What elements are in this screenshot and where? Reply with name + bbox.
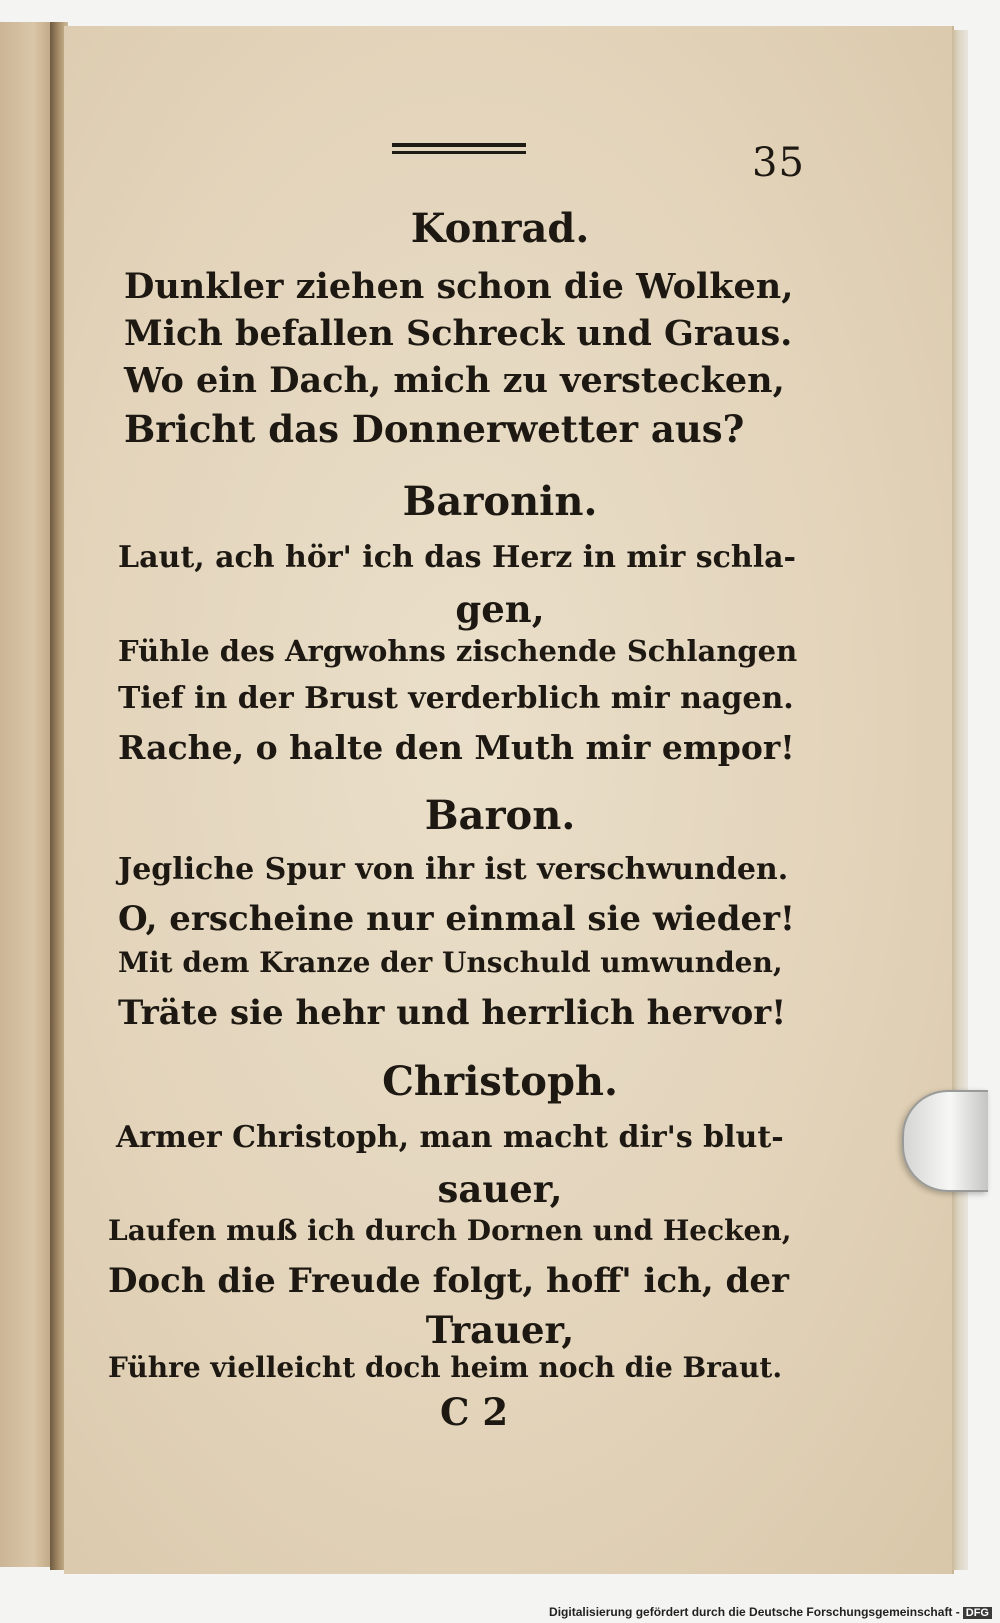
verse-line: Mit dem Kranze der Unschuld umwunden, bbox=[118, 946, 783, 979]
credit-text: Digitalisierung gefördert durch die Deutsche Forschungsgemeinschaft - bbox=[549, 1605, 960, 1619]
verse-line: Jegliche Spur von ihr ist verschwunden. bbox=[118, 852, 789, 887]
verse-line: Fühle des Argwohns zischende Schlangen bbox=[118, 634, 798, 668]
verse-line: O, erscheine nur einmal sie wieder! bbox=[118, 899, 795, 939]
verse-line: Träte sie hehr und herrlich hervor! bbox=[118, 993, 787, 1033]
verse-line: gen, bbox=[455, 587, 545, 631]
speaker-name: Konrad. bbox=[410, 205, 590, 252]
verse-line: Trauer, bbox=[425, 1308, 575, 1352]
verse-line: sauer, bbox=[437, 1167, 563, 1211]
header-rule bbox=[392, 143, 526, 153]
speaker-name: Baronin. bbox=[402, 478, 598, 525]
dfg-badge: DFG bbox=[963, 1607, 992, 1619]
verse-line: Doch die Freude folgt, hoff' ich, der bbox=[108, 1261, 789, 1301]
digitization-credit bbox=[549, 1605, 992, 1619]
signature-mark: C 2 bbox=[440, 1390, 509, 1434]
verse-line: Rache, o halte den Muth mir empor! bbox=[118, 728, 795, 767]
verse-line: Führe vielleicht doch heim noch die Braut. bbox=[108, 1351, 783, 1384]
page-number: 35 bbox=[752, 140, 805, 186]
verse-line: Bricht das Donnerwetter aus? bbox=[124, 407, 745, 451]
speaker-name: Baron. bbox=[424, 792, 576, 839]
verse-line: Laufen muß ich durch Dornen und Hecken, bbox=[108, 1214, 792, 1247]
verse-line: Mich befallen Schreck und Graus. bbox=[124, 313, 793, 354]
verse-line: Laut, ach hör' ich das Herz in mir schla- bbox=[118, 540, 796, 575]
verse-line: Tief in der Brust verderblich mir nagen. bbox=[118, 681, 794, 716]
verse-line: Wo ein Dach, mich zu verstecken, bbox=[124, 360, 785, 401]
verse-line: Dunkler ziehen schon die Wolken, bbox=[124, 266, 794, 307]
verse-line: Armer Christoph, man macht dir's blut- bbox=[116, 1120, 784, 1155]
speaker-name: Christoph. bbox=[382, 1058, 618, 1105]
